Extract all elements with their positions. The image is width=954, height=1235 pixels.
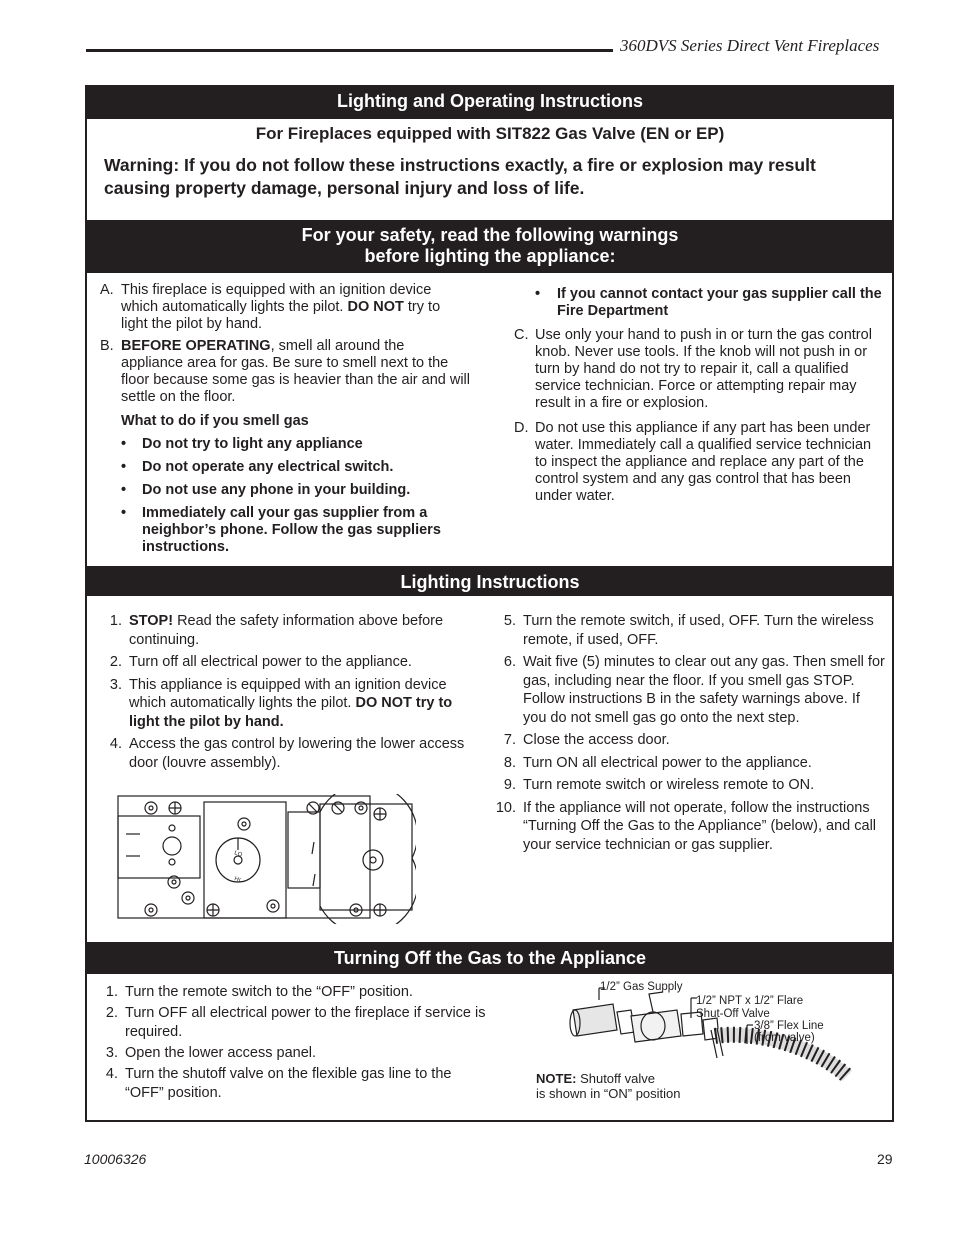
safety-item-a xyxy=(100,282,470,333)
smell-gas-heading: What to do if you smell gas xyxy=(121,413,309,429)
step-text: Close the access door. xyxy=(523,732,670,748)
note-line2: is shown in “ON” position xyxy=(536,1086,681,1101)
bullet-mark: • xyxy=(121,459,127,475)
lighting-step xyxy=(104,735,482,772)
flex-line-label-line1: 3/8” Flex Line xyxy=(754,1020,824,1032)
step-number: 7. xyxy=(503,732,516,748)
safety-left-column xyxy=(100,282,470,561)
step-bold: DO NOT try to light the pilot by hand. xyxy=(129,695,453,730)
step-number: 10. xyxy=(495,799,516,816)
valve-label-line1: 1/2” NPT x 1/2” Flare xyxy=(696,995,804,1007)
item-label: C. xyxy=(514,327,529,343)
smell-bullet xyxy=(100,436,470,453)
screw-icon xyxy=(145,904,157,916)
step-number: 6. xyxy=(503,654,516,670)
knob-lo-label: LO xyxy=(233,850,243,859)
step-number: 4. xyxy=(109,736,122,752)
valve-body-outline xyxy=(118,796,370,918)
lighting-right-column xyxy=(495,612,885,859)
fire-dept-bullet xyxy=(514,286,884,320)
flex-line-label-line2: (from valve) xyxy=(754,1032,815,1044)
step-text: Open the lower access panel. xyxy=(125,1045,317,1061)
bullet-text: Do not operate any electrical switch. xyxy=(142,459,394,475)
step-number: 4. xyxy=(105,1066,118,1082)
bullet-text: Immediately call your gas supplier from a neighbor’s phone. Follow the gas suppliers instructions. xyxy=(142,505,441,555)
safety-item-d xyxy=(514,420,884,505)
step-number: 2. xyxy=(105,1005,118,1021)
bullet-text: Do not try to light any appliance xyxy=(142,436,363,452)
screw-icon xyxy=(267,900,279,912)
screw-icon xyxy=(182,892,194,904)
lighting-step xyxy=(104,612,482,649)
smell-bullet xyxy=(100,505,470,556)
valve-label-line2: Shut-Off Valve xyxy=(696,1008,770,1020)
step-number: 9. xyxy=(503,777,516,793)
step-text: Turn off all electrical power to the appliance. xyxy=(129,654,412,670)
step-text: Turn remote switch or wireless remote to ON. xyxy=(523,777,815,793)
lighting-step xyxy=(495,776,885,795)
step-text: Turn ON all electrical power to the appliance. xyxy=(523,754,812,771)
step-number: 1. xyxy=(105,984,118,1000)
valve-left-plate xyxy=(118,816,200,878)
document-number: 10006326 xyxy=(84,1151,147,1167)
step-number: 1. xyxy=(109,613,122,629)
safety-right-column xyxy=(514,286,884,510)
bullet-mark: • xyxy=(121,482,127,498)
header-title: 360DVS Series Direct Vent Fireplaces xyxy=(620,36,880,55)
section-title-lighting-operating: Lighting and Operating Instructions xyxy=(87,87,893,119)
smell-bullet xyxy=(100,482,470,499)
step-text: Turn the shutoff valve on the flexible gas line to the “OFF” position. xyxy=(125,1066,452,1101)
item-text: This fireplace is equipped with an ignition device which automatically lights the pilot. xyxy=(121,282,432,315)
safety-title-line2: before lighting the appliance: xyxy=(364,246,616,266)
bullet-text: If you cannot contact your gas supplier call the Fire Department xyxy=(557,286,882,319)
pilot-port-circle xyxy=(163,837,181,855)
step-text: Turn the remote switch to the “OFF” position. xyxy=(125,984,413,1000)
knob-hi-label: HI xyxy=(233,876,242,884)
lighting-step xyxy=(495,799,885,855)
item-label: B. xyxy=(100,338,114,354)
step-text: Read the safety information above before continuing. xyxy=(129,613,444,648)
page-number: 29 xyxy=(877,1151,893,1167)
lighting-step xyxy=(104,653,482,672)
item-bold: BEFORE OPERATING xyxy=(121,338,271,354)
item-text: , smell all around the appliance area for gas. Be sure to smell next to the floor because some gas is heavier than the air and will settle on the floor. xyxy=(121,338,470,405)
item-tail: try to light the pilot by hand. xyxy=(121,299,441,332)
turnoff-step xyxy=(100,1044,490,1063)
step-number: 8. xyxy=(503,754,516,771)
safety-item-b xyxy=(100,338,470,406)
bullet-mark: • xyxy=(535,286,541,302)
item-text: Do not use this appliance if any part has been under water. Immediately call a qualified service technician to inspect the appliance and replace any part of the control system and any gas control that has been under water. xyxy=(535,420,872,504)
valve-handle xyxy=(649,992,663,1012)
step-bold: STOP! xyxy=(129,613,174,629)
gas-supply-label: 1/2” Gas Supply xyxy=(600,981,683,993)
lighting-step xyxy=(495,653,885,727)
screw-icon xyxy=(145,802,157,814)
lighting-step xyxy=(495,731,885,750)
smell-bullet xyxy=(100,459,470,476)
bullet-text: Do not use any phone in your building. xyxy=(142,482,411,498)
regulator-outlet-circle xyxy=(363,850,383,870)
turnoff-steps xyxy=(100,983,490,1108)
step-number: 3. xyxy=(109,676,122,693)
lighting-left-column xyxy=(104,612,482,777)
gas-valve-diagram xyxy=(116,794,416,924)
step-text: This appliance is equipped with an ignition device which automatically lights the pilot. xyxy=(129,676,447,711)
item-bold: DO NOT xyxy=(347,299,404,315)
valve-subheading: For Fireplaces equipped with SIT822 Gas Valve (EN or EP) xyxy=(255,124,725,143)
section-title-lighting: Lighting Instructions xyxy=(87,566,893,596)
shutoff-valve-body xyxy=(631,1010,681,1042)
safety-title-line1: For your safety, read the following warnings xyxy=(301,225,679,245)
item-label: A. xyxy=(100,282,114,298)
valve-slot-panel xyxy=(288,812,320,888)
turnoff-step xyxy=(100,1065,490,1103)
note-bold: NOTE: xyxy=(536,1071,577,1086)
item-label: D. xyxy=(514,420,529,436)
lighting-step xyxy=(104,676,482,732)
warning-text: Warning: If you do not follow these instructions exactly, a fire or explosion may result causing property damage, personal injury and loss of life. xyxy=(104,155,816,198)
safety-item-c xyxy=(514,327,884,412)
turnoff-step xyxy=(100,983,490,1002)
step-number: 2. xyxy=(109,654,122,670)
lighting-step xyxy=(495,612,885,649)
section-title-turning-off: Turning Off the Gas to the Appliance xyxy=(87,942,893,974)
step-text: Access the gas control by lowering the lower access door (louvre assembly). xyxy=(129,736,465,771)
valve-right-housing xyxy=(320,804,412,910)
step-text: Turn OFF all electrical power to the fireplace if service is required. xyxy=(125,1005,486,1040)
bullet-mark: • xyxy=(121,436,127,452)
screw-icon xyxy=(238,818,250,830)
header-rule xyxy=(86,49,613,52)
step-number: 3. xyxy=(105,1045,118,1061)
note-text: Shutoff valve xyxy=(576,1071,655,1086)
step-text: Wait five (5) minutes to clear out any gas. Then smell for gas, including near the floor. If you smell gas STOP. Follow instructions B in the safety warnings above. If you do not smell gas go onto the next step. xyxy=(523,654,885,726)
shutoff-note xyxy=(536,1071,681,1101)
step-text: Turn the remote switch, if used, OFF. Turn the wireless remote, if used, OFF. xyxy=(523,613,874,648)
section-title-safety xyxy=(87,220,893,273)
lighting-step xyxy=(495,754,885,773)
bullet-mark: • xyxy=(121,505,127,521)
item-text: Use only your hand to push in or turn the gas control knob. Never use tools. If the knob will not push in or turn by hand do not try to repair it, call a qualified service technician. Force or attempting repair may result in a fire or explosion. xyxy=(535,327,872,411)
step-text: If the appliance will not operate, follow the instructions “Turning Off the Gas to the Appliance” (below), and call your service technician or gas supplier. xyxy=(523,799,877,853)
step-number: 5. xyxy=(503,613,516,629)
turnoff-step xyxy=(100,1004,490,1042)
